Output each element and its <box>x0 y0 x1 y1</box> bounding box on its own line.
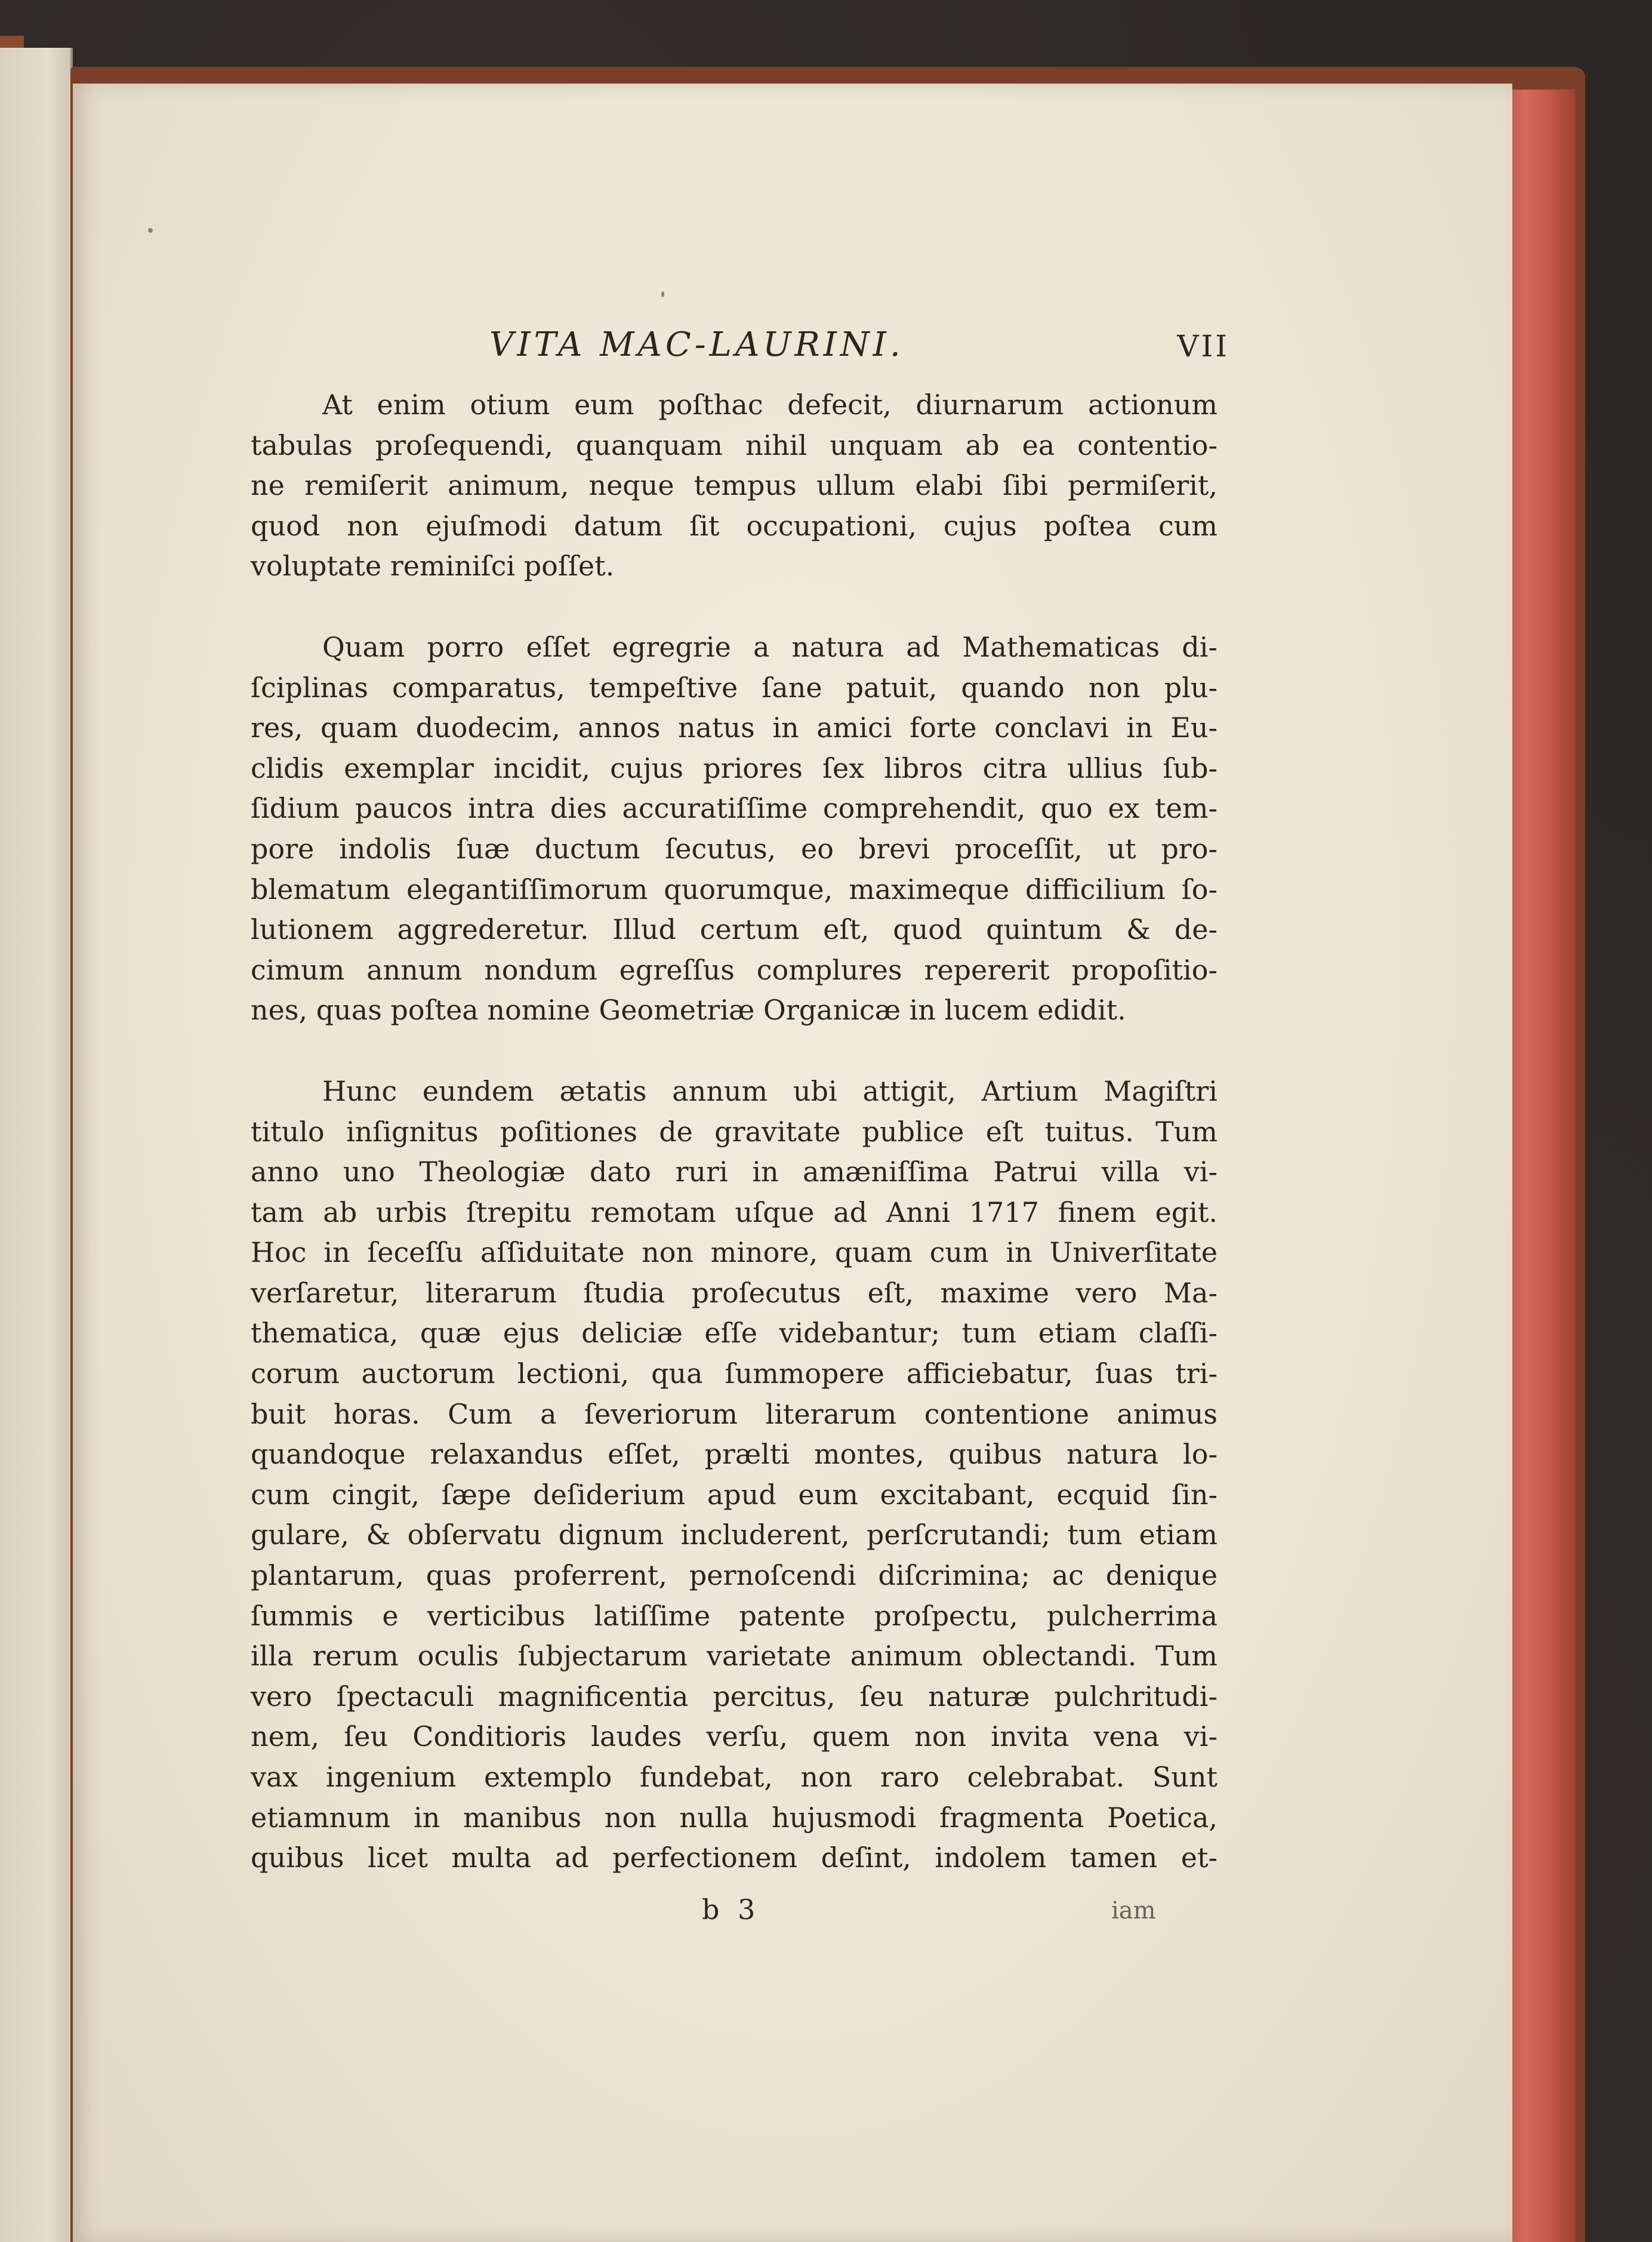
text-line: lutionem aggrederetur. Illud certum eſt, quod quintum & de- <box>251 913 1218 946</box>
text-line: tam ab urbis ſtrepitu remotam uſque ad Anni 1717 finem egit. <box>251 1196 1218 1228</box>
text-line: quibus licet multa ad perfectionem deſint, indolem tamen et- <box>251 1841 1218 1874</box>
page-number: VII <box>1177 329 1229 364</box>
running-title: VITA MAC-LAURINI. <box>489 325 904 364</box>
signature-mark: b 3 <box>702 1893 760 1926</box>
text-line: voluptate reminiſci poſſet. <box>251 550 615 583</box>
text-line: gulare, & obſervatu dignum includerent, perſcrutandi; tum etiam <box>251 1519 1218 1551</box>
previous-page-edge <box>0 48 73 2242</box>
red-page-edge <box>1504 90 1576 2242</box>
text-line: ſciplinas comparatus, tempeſtive ſane patuit, quando non plu- <box>251 671 1218 704</box>
ink-speck <box>661 291 664 297</box>
text-line: anno uno Theologiæ dato ruri in amæniſſima Patrui villa vi- <box>251 1156 1218 1188</box>
text-line: plantarum, quas proferrent, pernoſcendi diſcrimina; ac denique <box>251 1559 1218 1592</box>
text-line: At enim otium eum poſthac defecit, diurnarum actionum <box>322 389 1218 421</box>
paragraph-2 <box>251 627 1218 1031</box>
paragraph-1 <box>251 385 1218 587</box>
text-line: nes, quas poſtea nomine Geometriæ Organicæ in lucem edidit. <box>251 994 1126 1027</box>
text-line: titulo inſignitus poſitiones de gravitate publice eſt tuitus. Tum <box>251 1115 1218 1148</box>
text-line: tabulas proſequendi, quanquam nihil unquam ab ea contentio- <box>251 429 1218 461</box>
text-line: thematica, quæ ejus deliciæ eſſe videbantur; tum etiam claſſi- <box>251 1317 1218 1350</box>
text-line: pore indolis ſuæ ductum ſecutus, eo brevi proceſſit, ut pro- <box>251 832 1218 865</box>
body-text <box>251 385 1218 1878</box>
text-line: etiamnum in manibus non nulla hujusmodi fragmenta Poetica, <box>251 1801 1218 1834</box>
text-line: res, quam duodecim, annos natus in amici forte conclavi in Eu- <box>251 712 1218 744</box>
text-line: Hoc in ſeceſſu aſſiduitate non minore, quam cum in Univerſitate <box>251 1236 1218 1269</box>
text-line: cum cingit, ſæpe deſiderium apud eum excitabant, ecquid ſin- <box>251 1478 1218 1511</box>
text-line: Quam porro eſſet egregrie a natura ad Mathematicas di- <box>322 630 1218 663</box>
text-line: ſummis e verticibus latiſſime patente proſpectu, pulcherrima <box>251 1599 1218 1632</box>
text-line: Hunc eundem ætatis annum ubi attigit, Artium Magiſtri <box>322 1074 1218 1107</box>
text-line: illa rerum oculis ſubjectarum varietate animum oblectandi. Tum <box>251 1640 1218 1673</box>
catchword: iam <box>1111 1897 1156 1924</box>
text-line: ne remiſerit animum, neque tempus ullum elabi ſibi permiſerit, <box>251 469 1218 502</box>
ink-speck <box>148 228 153 233</box>
text-line: corum auctorum lectioni, qua ſummopere afficiebatur, ſuas tri- <box>251 1357 1218 1390</box>
text-line: verſaretur, literarum ſtudia proſecutus eſt, maxime vero Ma- <box>251 1276 1218 1309</box>
text-line: nem, ſeu Conditioris laudes verſu, quem non invita vena vi- <box>251 1720 1218 1753</box>
text-line: clidis exemplar incidit, cujus priores ſex libros citra ullius ſub- <box>251 752 1218 784</box>
paragraph-3 <box>251 1071 1218 1878</box>
text-line: ſidium paucos intra dies accuratiſſime comprehendit, quo ex tem- <box>251 792 1218 825</box>
text-line: buit horas. Cum a ſeveriorum literarum contentione animus <box>251 1397 1218 1430</box>
text-line: vax ingenium extemplo fundebat, non raro celebrabat. Sunt <box>251 1761 1218 1793</box>
text-line: cimum annum nondum egreſſus complures repererit propoſitio- <box>251 953 1218 986</box>
text-line: quandoque relaxandus eſſet, prælti montes, quibus natura lo- <box>251 1438 1218 1471</box>
text-line: blematum elegantiſſimorum quorumque, maximeque difficilium ſo- <box>251 873 1218 906</box>
text-line: vero ſpectaculi magnificentia percitus, ſeu naturæ pulchritudi- <box>251 1680 1218 1713</box>
page-header <box>489 325 1229 373</box>
text-line: quod non ejuſmodi datum ſit occupationi, cujus poſtea cum <box>251 509 1218 542</box>
